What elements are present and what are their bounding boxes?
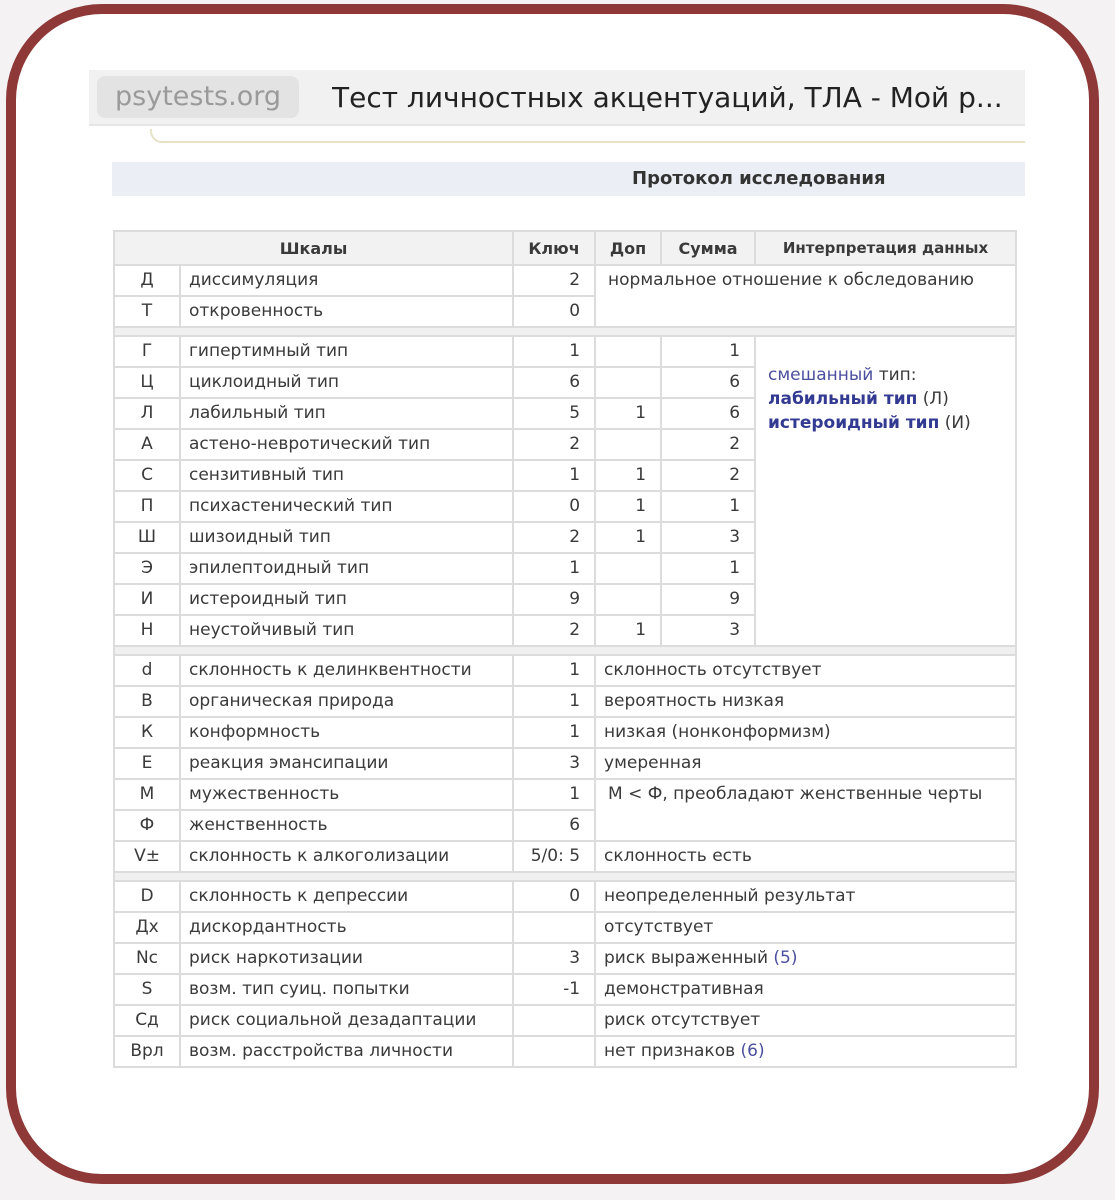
section-separator (114, 872, 1016, 881)
interpretation-cell (595, 265, 1016, 327)
column-header-sum: Сумма (661, 231, 755, 265)
extra-value (595, 429, 661, 460)
table-row (114, 686, 1016, 717)
scale-name: склонность к алкоголизации (180, 841, 513, 872)
scale-name: неустойчивый тип (180, 615, 513, 646)
table-row (114, 655, 1016, 686)
sum-value: 9 (661, 584, 755, 615)
table-row (114, 779, 1016, 810)
scale-code: Н (114, 615, 180, 646)
key-value: -1 (513, 974, 595, 1005)
scale-name: циклоидный тип (180, 367, 513, 398)
interpretation-text: риск выраженный (604, 948, 768, 968)
table-row (114, 841, 1016, 872)
key-value: 2 (513, 522, 595, 553)
scale-code: А (114, 429, 180, 460)
key-value: 1 (513, 336, 595, 367)
key-value (513, 912, 595, 943)
sum-value: 2 (661, 429, 755, 460)
protocol-table (113, 230, 1017, 1068)
section-separator (114, 646, 1016, 655)
table-row (114, 748, 1016, 779)
extra-value: 1 (595, 522, 661, 553)
scale-name: лабильный тип (180, 398, 513, 429)
key-value: 5/0: 5 (513, 841, 595, 872)
scale-name: диссимуляция (180, 265, 513, 296)
extra-value (595, 367, 661, 398)
scale-name: шизоидный тип (180, 522, 513, 553)
interpretation-cell (595, 943, 1016, 974)
labile-type-link[interactable]: лабильный тип (768, 389, 918, 409)
interpretation-text: отсутствует (595, 912, 1016, 943)
key-value: 9 (513, 584, 595, 615)
scale-code: Ш (114, 522, 180, 553)
key-value: 5 (513, 398, 595, 429)
key-value: 3 (513, 748, 595, 779)
scale-name: астено-невротический тип (180, 429, 513, 460)
scale-code: Nc (114, 943, 180, 974)
key-value: 2 (513, 615, 595, 646)
table-row (114, 1036, 1016, 1067)
scale-name: возм. расстройства личности (180, 1036, 513, 1067)
table-row (114, 943, 1016, 974)
scale-name: органическая природа (180, 686, 513, 717)
scale-code: Л (114, 398, 180, 429)
scale-name: возм. тип суиц. попытки (180, 974, 513, 1005)
type-interpretation-cell (755, 336, 1016, 646)
scale-code: П (114, 491, 180, 522)
key-value: 2 (513, 429, 595, 460)
mixed-type-text: тип: (873, 365, 917, 385)
extra-value: 1 (595, 491, 661, 522)
scale-name: откровенность (180, 296, 513, 327)
scale-name: сензитивный тип (180, 460, 513, 491)
table-row (114, 336, 1016, 367)
footnote-link[interactable]: (6) (740, 1041, 765, 1061)
scale-code: B (114, 686, 180, 717)
scale-code: Т (114, 296, 180, 327)
mixed-type-link[interactable]: смешанный (768, 365, 874, 385)
section-separator (114, 327, 1016, 336)
sum-value: 3 (661, 522, 755, 553)
interpretation-text: склонность есть (595, 841, 1016, 872)
scale-code: Ф (114, 810, 180, 841)
protocol-heading-bar (112, 162, 1025, 196)
scale-code: И (114, 584, 180, 615)
scale-code: d (114, 655, 180, 686)
interpretation-cell (595, 1036, 1016, 1067)
column-header-scales: Шкалы (114, 231, 513, 265)
sum-value: 6 (661, 398, 755, 429)
sum-value: 1 (661, 336, 755, 367)
key-value: 6 (513, 810, 595, 841)
extra-value: 1 (595, 615, 661, 646)
scale-code: Е (114, 748, 180, 779)
scale-name: риск социальной дезадаптации (180, 1005, 513, 1036)
scale-name: эпилептоидный тип (180, 553, 513, 584)
interpretation-text: нормальное отношение к обследованию (608, 270, 974, 290)
site-domain-badge[interactable]: psytests.org (97, 76, 299, 118)
extra-value (595, 584, 661, 615)
key-value: 1 (513, 717, 595, 748)
scale-name: склонность к делинквентности (180, 655, 513, 686)
interpretation-text: вероятность низкая (595, 686, 1016, 717)
table-row (114, 912, 1016, 943)
key-value: 1 (513, 686, 595, 717)
labile-type-code: (Л) (917, 389, 949, 409)
extra-value (595, 553, 661, 584)
scale-code: С (114, 460, 180, 491)
key-value (513, 1005, 595, 1036)
hysteroid-type-link[interactable]: истероидный тип (768, 413, 940, 433)
scale-name: психастенический тип (180, 491, 513, 522)
scale-code: М (114, 779, 180, 810)
column-header-interpretation: Интерпретация данных (755, 231, 1016, 265)
sum-value: 1 (661, 553, 755, 584)
scale-code: Д (114, 265, 180, 296)
scale-name: мужественность (180, 779, 513, 810)
interpretation-text: низкая (нонконформизм) (595, 717, 1016, 748)
protocol-heading: Протокол исследования (632, 168, 886, 189)
table-row (114, 717, 1016, 748)
scale-code: Врл (114, 1036, 180, 1067)
footnote-link[interactable]: (5) (773, 948, 798, 968)
key-value: 1 (513, 460, 595, 491)
table-row (114, 974, 1016, 1005)
scale-code: S (114, 974, 180, 1005)
sum-value: 1 (661, 491, 755, 522)
key-value: 1 (513, 655, 595, 686)
scale-code: Г (114, 336, 180, 367)
sum-value: 2 (661, 460, 755, 491)
table-row (114, 881, 1016, 912)
scale-code: D (114, 881, 180, 912)
scale-name: конформность (180, 717, 513, 748)
interpretation-text: риск отсутствует (595, 1005, 1016, 1036)
scale-name: реакция эмансипации (180, 748, 513, 779)
scale-code: Дх (114, 912, 180, 943)
table-row (114, 1005, 1016, 1036)
sum-value: 6 (661, 367, 755, 398)
extra-value: 1 (595, 398, 661, 429)
header-divider (89, 124, 1025, 126)
key-value: 1 (513, 553, 595, 584)
interpretation-text: М < Ф, преобладают женственные черты (595, 779, 1016, 841)
key-value: 1 (513, 779, 595, 810)
key-value: 3 (513, 943, 595, 974)
scale-name: риск наркотизации (180, 943, 513, 974)
scale-name: истероидный тип (180, 584, 513, 615)
interpretation-text: умеренная (595, 748, 1016, 779)
extra-value: 1 (595, 460, 661, 491)
column-header-extra: Доп (595, 231, 661, 265)
scale-code: К (114, 717, 180, 748)
key-value: 0 (513, 881, 595, 912)
page-title: Тест личностных акцентуаций, ТЛА - Мой р... (332, 81, 1003, 114)
table-header-row (114, 231, 1016, 265)
interpretation-text: неопределенный результат (595, 881, 1016, 912)
scale-code: Э (114, 553, 180, 584)
key-value: 0 (513, 491, 595, 522)
scale-code: V± (114, 841, 180, 872)
sum-value: 3 (661, 615, 755, 646)
header-bottom-border (150, 129, 1025, 143)
key-value (513, 1036, 595, 1067)
scale-name: склонность к депрессии (180, 881, 513, 912)
column-header-key: Ключ (513, 231, 595, 265)
hysteroid-type-code: (И) (939, 413, 971, 433)
extra-value (595, 336, 661, 367)
interpretation-text: нет признаков (604, 1041, 736, 1061)
key-value: 0 (513, 296, 595, 327)
scale-code: Сд (114, 1005, 180, 1036)
scale-name: дискордантность (180, 912, 513, 943)
key-value: 6 (513, 367, 595, 398)
scale-name: гипертимный тип (180, 336, 513, 367)
table-row (114, 265, 1016, 296)
key-value: 2 (513, 265, 595, 296)
interpretation-text: демонстративная (595, 974, 1016, 1005)
scale-code: Ц (114, 367, 180, 398)
interpretation-text: склонность отсутствует (595, 655, 1016, 686)
scale-name: женственность (180, 810, 513, 841)
